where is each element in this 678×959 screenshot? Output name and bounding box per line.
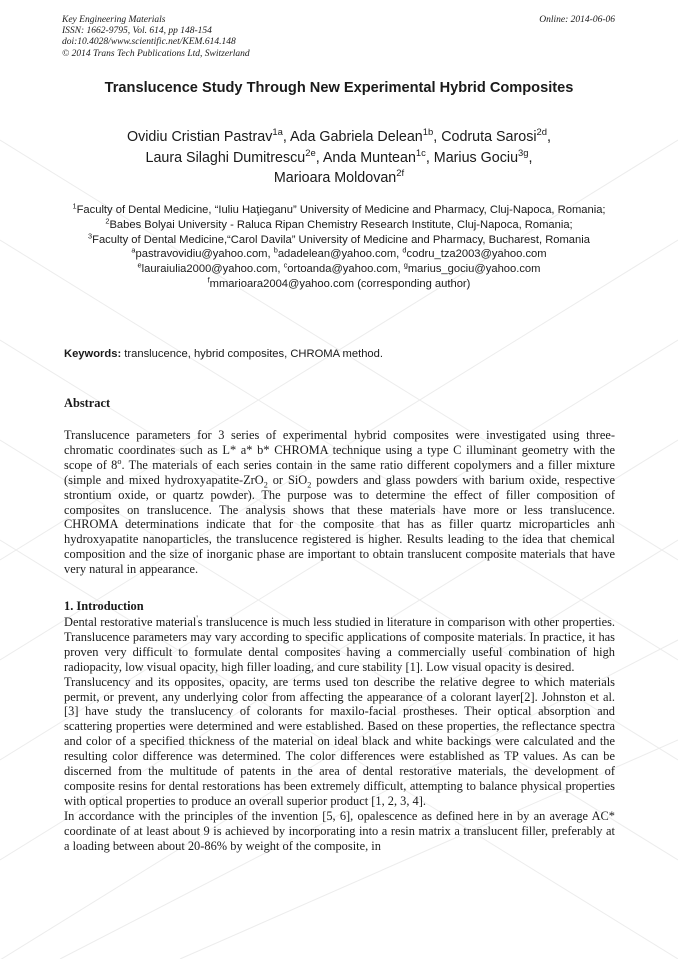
intro-paragraph-3: In accordance with the principles of the invention [5, 6], opalescence as defined here in by an average AC* coordinate of at least about 9 is achieved by incorporating into a resin matrix a translucent filler, preferably at a loading between about 20-86% by weight of the composite, in bbox=[64, 808, 615, 853]
email-link[interactable]: marius_gociu@yahoo.com bbox=[407, 263, 541, 276]
intro-paragraph-2: Translucency and its opposites, opacity, are terms used ton describe the relative degree to which materials permit, or prevent, any underlying color from affecting the appearance of a colorant layer[2]. Johnston et al. [3] have study the translucency of colorants for maxilo-facial prostheses. Their optical absorption and scattering properties were determined and were established. Based on these properties, the reflectance spectra and color of a specified thickness of the material on ideal black and white backings were calculated and the resulting color difference was determined. The color differences were established as TP values. As can be discerned from the multitude of patents in the area of dental restorative materials, the development of composite resins for dental restorations has been extremely difficult, attempting to balance physical properties with optical properties to produce an overall superior product [1, 2, 3, 4]. bbox=[64, 674, 615, 808]
affiliation-2 bbox=[40, 218, 638, 233]
affiliation-1 bbox=[40, 203, 638, 218]
email-link[interactable]: codru_tza2003@yahoo.com bbox=[406, 248, 547, 261]
author-sup: 1b bbox=[422, 126, 434, 138]
keywords bbox=[64, 348, 383, 360]
email-separator: , bbox=[397, 263, 404, 276]
email-sup: c bbox=[283, 260, 288, 270]
email-separator: , bbox=[396, 248, 403, 261]
author-separator: , bbox=[547, 129, 552, 145]
author-name: Marius Gociu bbox=[433, 149, 519, 166]
intro-paragraph-1 bbox=[64, 615, 615, 675]
introduction-heading: 1. Introduction bbox=[64, 599, 144, 613]
abstract-paragraph bbox=[64, 428, 615, 577]
email-separator: , bbox=[277, 263, 284, 276]
affiliations bbox=[40, 203, 638, 292]
author-separator: , bbox=[528, 149, 533, 166]
journal-header bbox=[62, 15, 250, 60]
email-line-3 bbox=[40, 277, 638, 292]
author-separator: , bbox=[282, 129, 291, 145]
email-sup: f bbox=[207, 275, 210, 285]
email-sup: g bbox=[403, 260, 408, 270]
journal-name: Key Engineering Materials bbox=[62, 15, 166, 25]
email-sup: e bbox=[137, 260, 142, 270]
email-sup: b bbox=[273, 245, 278, 255]
author-name: Ada Gabriela Delean bbox=[290, 129, 423, 145]
journal-doi[interactable]: doi:10.4028/www.scientific.net/KEM.614.148 bbox=[62, 37, 236, 48]
affiliation-3 bbox=[40, 230, 638, 248]
author-separator: , bbox=[315, 149, 323, 166]
author-line-1 bbox=[40, 127, 638, 148]
email-sup: a bbox=[131, 245, 136, 255]
email-line-1 bbox=[40, 247, 638, 262]
intro-text-part: s translucence is much less studied in literature in comparison with other properties. Translucence parameters may vary according to specific applications of composite materials. In practice, it has proven very difficult to formulate dental composites having a commercially useful combination of high radiopacity, low visual opacity, high filler loading, and cure stability [1]. Low visual opacity is desired. bbox=[64, 615, 616, 674]
keywords-label: Keywords: bbox=[64, 348, 122, 360]
degree-mark: o bbox=[117, 456, 122, 466]
author-name: Ovidiu Cristian Pastrav bbox=[126, 129, 273, 145]
author-sup: 2d bbox=[536, 126, 548, 138]
abstract-text-part: powders and glass powders with barium oxide, respective strontium oxide, or quartz powder). The purpose was to determine the effect of filler composition of composites on translucence. The analysis shows that these materials have more or less translucence. CHROMA determinations indicate that for the composite that has as filler quartz microparticles anh hydroxyapatite nanoparticles, the translucence registered is higher. Results leading to the idea that chemical composition and the size of inorganic phase are important to obtain translucent composite materials that have very natural in appearance. bbox=[64, 472, 615, 577]
author-name: Marioara Moldovan bbox=[273, 170, 397, 186]
abstract-text-part: or SiO bbox=[267, 472, 308, 487]
corresponding-author-note: (corresponding author) bbox=[354, 277, 471, 290]
email-link[interactable]: mmarioara2004@yahoo.com bbox=[209, 277, 355, 290]
affiliation-sup: 1 bbox=[72, 201, 77, 211]
subscript: 2 bbox=[307, 480, 312, 490]
author-line-2 bbox=[40, 148, 638, 169]
author-name: Codruta Sarosi bbox=[441, 129, 537, 145]
affiliation-sup: 3 bbox=[88, 230, 93, 240]
abstract-text-part: . The materials of each series contain in the same ratio different copolymers and a filler mixture (simple and mixed hydroxyapatite-ZrO bbox=[64, 457, 615, 487]
keywords-text: translucence, hybrid composites, CHROMA method. bbox=[121, 348, 383, 360]
online-date: Online: 2014-06-06 bbox=[539, 15, 615, 25]
paper-title: Translucence Study Through New Experimental Hybrid Composites bbox=[104, 80, 574, 96]
author-name: Laura Silaghi Dumitrescu bbox=[145, 149, 306, 166]
abstract-text-part: Translucence parameters for 3 series of experimental hybrid composites were investigated using three-chromatic coordinates such as L* a* b* CHROMA technique using a type C illuminant geometry with the scope of 8 bbox=[64, 428, 615, 472]
intro-text-part: Dental restorative material bbox=[64, 615, 197, 629]
apostrophe-mark: ' bbox=[196, 613, 198, 623]
affiliation-sup: 2 bbox=[105, 216, 110, 226]
author-sup: 3g bbox=[518, 146, 529, 158]
email-link[interactable]: ortoanda@yahoo.com bbox=[287, 263, 398, 276]
journal-copyright: © 2014 Trans Tech Publications Ltd, Switzerland bbox=[62, 48, 250, 59]
author-name: Anda Muntean bbox=[322, 149, 416, 166]
author-list bbox=[40, 127, 638, 189]
subscript: 2 bbox=[263, 480, 268, 490]
affiliation-text: Faculty of Dental Medicine, “Iuliu Haţieganu” University of Medicine and Pharmacy, Cluj-Napoca, Romania; bbox=[76, 204, 606, 216]
email-line-2 bbox=[40, 262, 638, 277]
author-sup: 2e bbox=[305, 146, 316, 158]
affiliation-text: Faculty of Dental Medicine,“Carol Davila” University of Medicine and Pharmacy, Bucharest, Romania bbox=[92, 233, 590, 246]
email-separator: , bbox=[267, 248, 274, 261]
journal-issn: ISSN: 1662-9795, Vol. 614, pp 148-154 bbox=[62, 26, 212, 37]
author-sup: 2f bbox=[396, 167, 405, 179]
author-separator: , bbox=[433, 129, 442, 145]
introduction-body bbox=[64, 615, 615, 854]
author-line-3 bbox=[40, 168, 638, 189]
author-separator: , bbox=[425, 149, 434, 166]
affiliation-text: Babes Bolyai University - Raluca Ripan Chemistry Research Institute, Cluj-Napoca, Romania; bbox=[109, 218, 573, 231]
abstract-heading: Abstract bbox=[64, 396, 111, 410]
email-link[interactable]: adadelean@yahoo.com bbox=[277, 248, 397, 261]
email-link[interactable]: lauraiulia2000@yahoo.com bbox=[141, 263, 278, 276]
author-sup: 1c bbox=[415, 146, 426, 158]
author-sup: 1a bbox=[272, 126, 283, 138]
email-sup: d bbox=[402, 245, 407, 255]
email-link[interactable]: pastravovidiu@yahoo.com bbox=[135, 248, 268, 261]
